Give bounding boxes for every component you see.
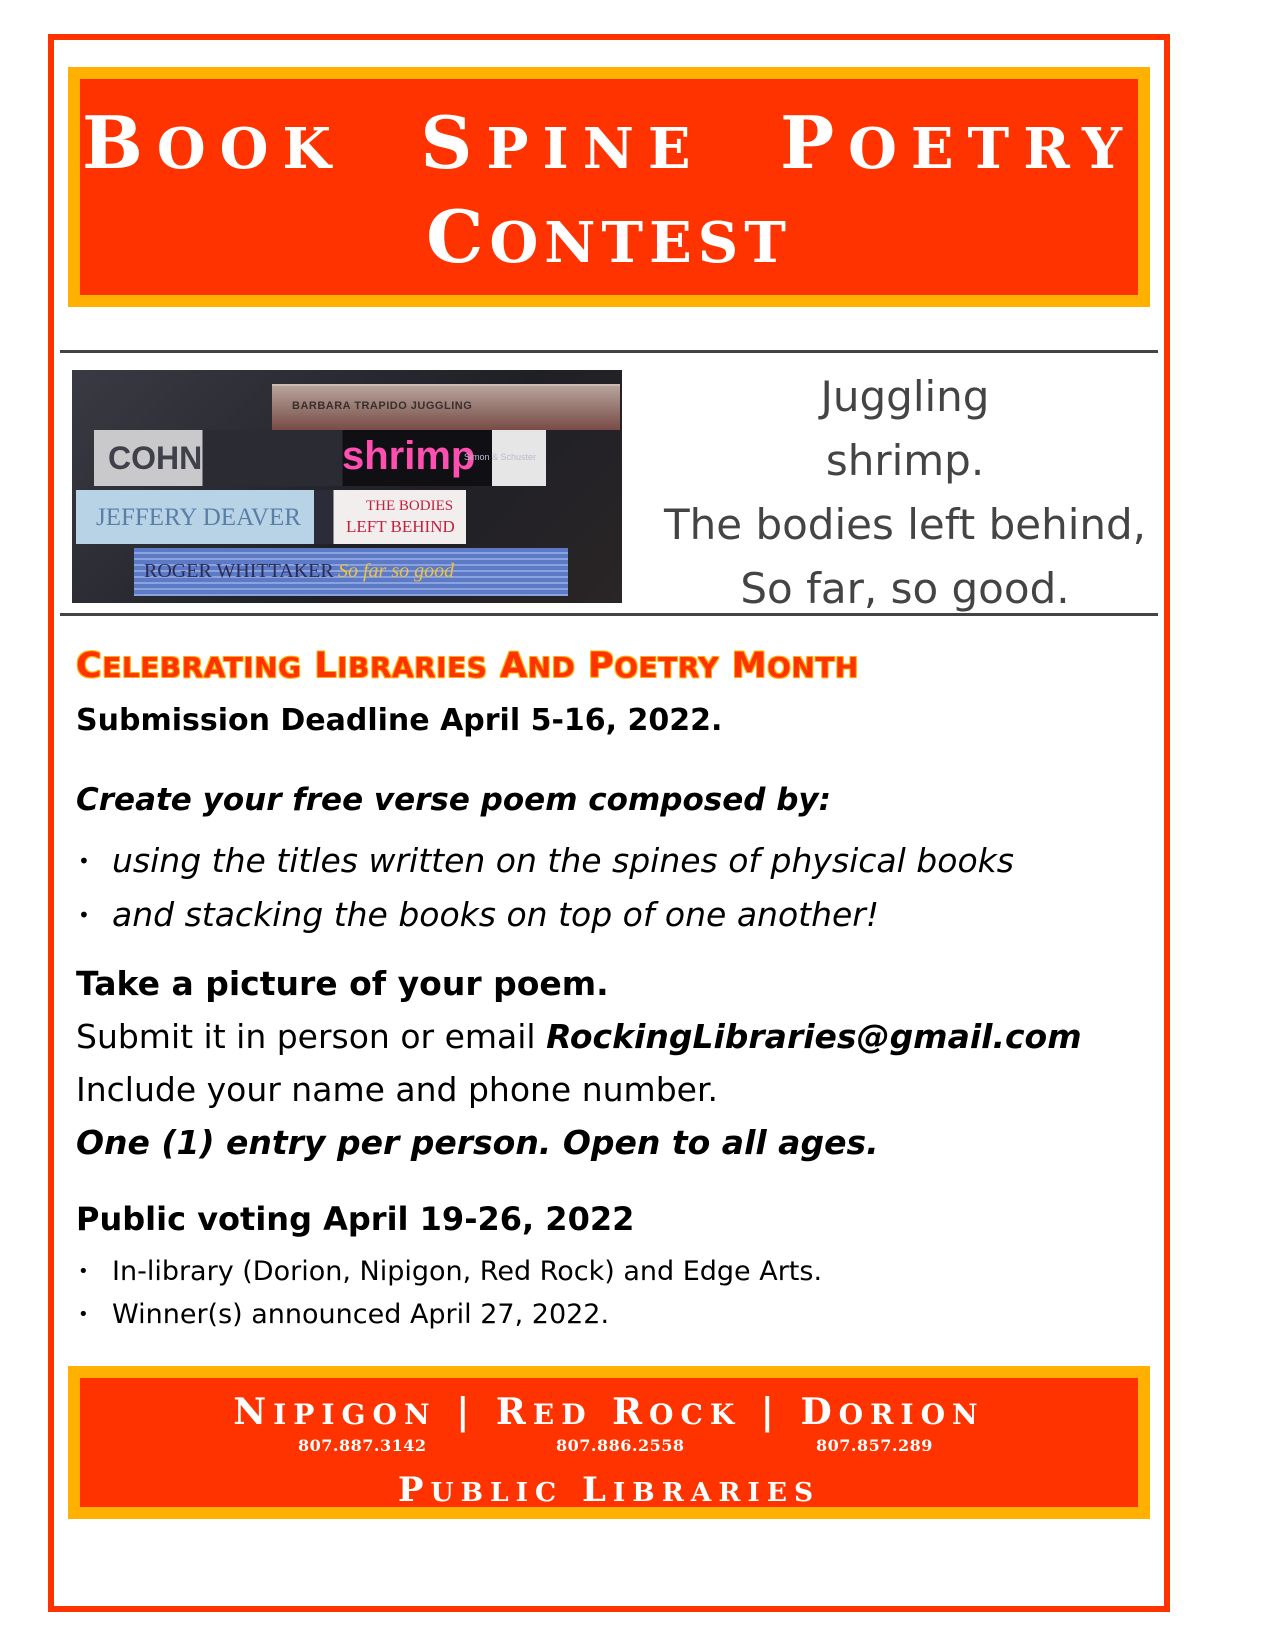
bullet-icon: • xyxy=(78,1261,89,1282)
page-title-line2 xyxy=(80,195,1138,285)
include-info: Include your name and phone number. xyxy=(76,1070,718,1109)
list-item xyxy=(76,1293,822,1336)
spine-label-whittaker: ROGER WHITTAKER xyxy=(144,560,334,582)
poem-line: The bodies left behind, xyxy=(663,500,1146,549)
spine-label-bodies2: LEFT BEHIND xyxy=(346,517,455,536)
phone-numbers xyxy=(80,1436,1138,1456)
bullet-text: using the titles written on the spines of physical books xyxy=(112,841,1014,880)
footer-banner xyxy=(68,1366,1150,1519)
phone-dorion: 807.857.289 xyxy=(816,1436,933,1455)
email-link[interactable]: RockingLibraries@gmail.com xyxy=(546,1017,1082,1056)
submit-line xyxy=(76,1017,1082,1056)
title-word-spine: SPINE xyxy=(420,100,705,185)
voting-bullet-list xyxy=(76,1250,822,1336)
section-heading: CELEBRATING LIBRARIES AND POETRY MONTH xyxy=(76,646,859,686)
book-stack-photo xyxy=(72,370,622,603)
spine-label-deaver: JEFFERY DEAVER xyxy=(96,504,301,531)
book-spine-shrimp xyxy=(94,430,546,486)
title-banner xyxy=(68,67,1150,307)
public-libraries: PUBLIC LIBRARIES xyxy=(397,1470,821,1510)
list-item xyxy=(76,888,1014,942)
bullet-text: and stacking the books on top of one another! xyxy=(112,895,880,934)
spine-label-publisher: Simon & Schuster xyxy=(464,452,537,462)
bullet-icon: • xyxy=(78,1304,89,1325)
poem-line: shrimp. xyxy=(825,436,985,485)
phone-red-rock: 807.886.2558 xyxy=(556,1436,685,1455)
create-heading: Create your free verse poem composed by: xyxy=(76,782,832,818)
divider-top xyxy=(60,350,1158,353)
submission-deadline: Submission Deadline April 5-16, 2022. xyxy=(76,703,723,738)
example-poem xyxy=(640,365,1170,621)
entry-rule: One (1) entry per person. Open to all ages. xyxy=(76,1123,879,1162)
poem-line: So far, so good. xyxy=(740,564,1070,613)
take-picture: Take a picture of your poem. xyxy=(76,964,609,1003)
create-bullet-list xyxy=(76,834,1014,942)
phone-nipigon: 807.887.3142 xyxy=(298,1436,427,1455)
page-title-line1 xyxy=(80,101,1138,191)
spine-label-shrimp: shrimp xyxy=(342,434,476,478)
book-spine-bodies xyxy=(76,490,466,544)
title-word-contest: CONTEST xyxy=(426,194,792,279)
book-spine-sofar xyxy=(134,548,568,596)
bullet-icon: • xyxy=(78,903,90,927)
spine-label-bodies1: THE BODIES xyxy=(366,498,454,514)
book-spine-juggling xyxy=(272,384,620,430)
bullet-text: In-library (Dorion, Nipigon, Red Rock) and Edge Arts. xyxy=(112,1256,823,1287)
list-item xyxy=(76,1250,822,1293)
voting-heading: Public voting April 19-26, 2022 xyxy=(76,1200,635,1238)
spine-label-sofar: So far so good xyxy=(338,560,455,582)
divider-middle xyxy=(60,613,1158,616)
bullet-text: Winner(s) announced April 27, 2022. xyxy=(112,1299,610,1330)
title-word-book: BOOK xyxy=(81,100,346,185)
title-word-poetry: POETRY xyxy=(779,100,1137,185)
poem-line: Juggling xyxy=(820,372,990,421)
bullet-icon: • xyxy=(78,849,90,873)
library-names: NIPIGON | RED ROCK | DORION xyxy=(233,1391,985,1433)
spine-label-juggling: BARBARA TRAPIDO JUGGLING xyxy=(292,400,473,412)
submit-text: Submit it in person or email xyxy=(76,1017,547,1056)
list-item xyxy=(76,834,1014,888)
spine-label-cohn: COHN xyxy=(108,440,203,476)
